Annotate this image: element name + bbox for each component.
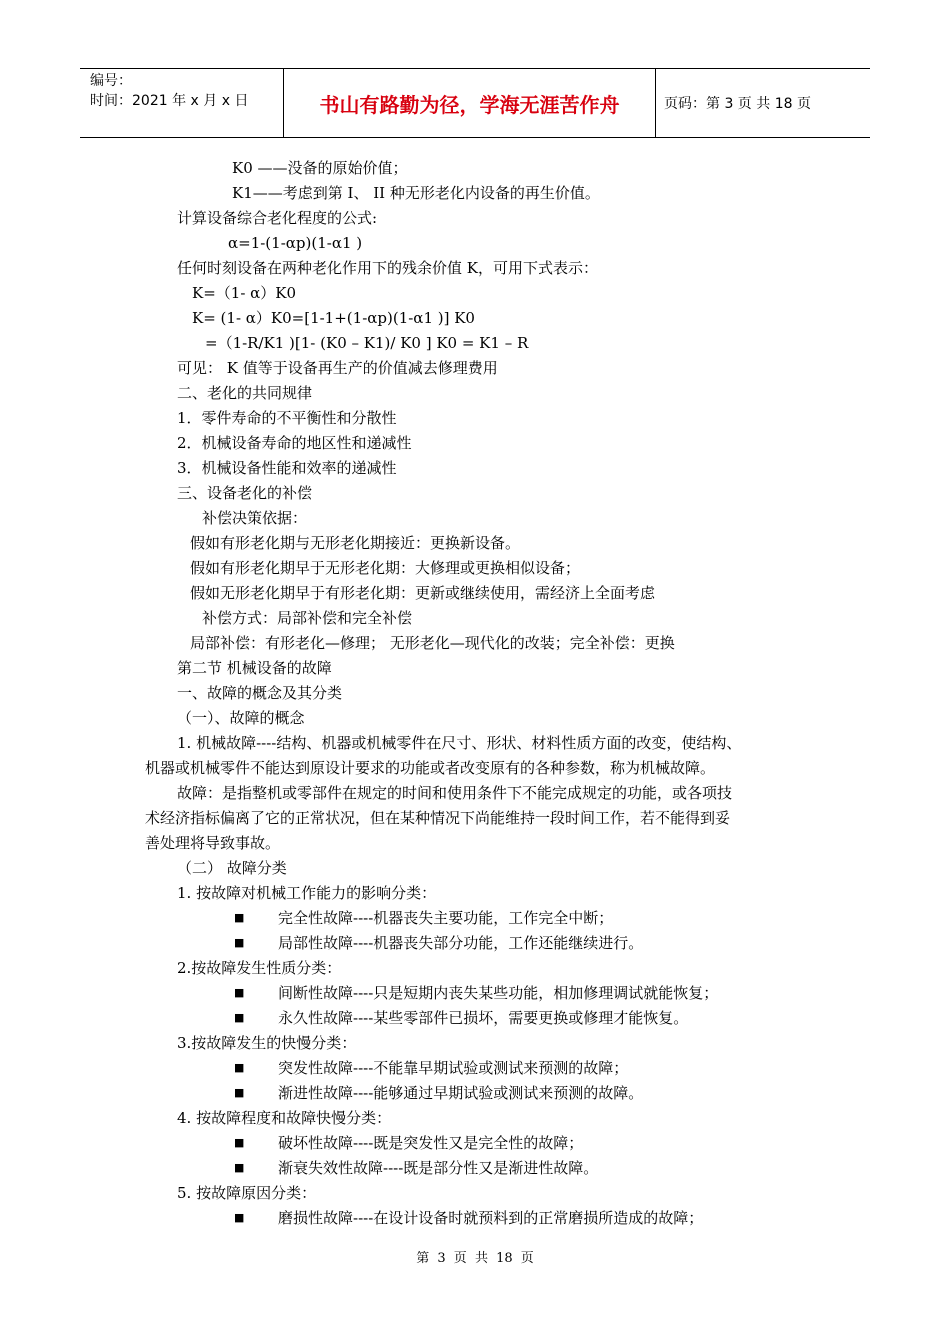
- bullet-square-icon: ■: [234, 1161, 245, 1174]
- paragraph-line: 术经济指标偏离了它的正常状况，但在某种情况下尚能维持一段时间工作，若不能得到妥: [145, 809, 731, 827]
- header-code-label: 编号：: [90, 73, 132, 89]
- footer-page-word: 页: [453, 1251, 467, 1266]
- bullet-square-icon: ■: [234, 1061, 245, 1074]
- paragraph-line: 1. 机械故障----结构、机器或机械零件在尺寸、形状、材料性质方面的改变，使结构、: [177, 734, 742, 752]
- bullet-square-icon: ■: [234, 1136, 245, 1149]
- subsection-heading: （二） 故障分类: [177, 859, 287, 877]
- page-footer: [0, 1250, 950, 1268]
- list-heading: 2.按故障发生性质分类：: [177, 959, 342, 977]
- footer-current-page: 3: [437, 1251, 446, 1266]
- bullet-item: 永久性故障----某些零部件已损坏，需要更换或修理才能恢复。: [278, 1009, 689, 1027]
- section-heading: 三、设备老化的补偿: [177, 484, 313, 502]
- list-item: 3．机械设备性能和效率的递减性: [177, 459, 397, 477]
- bullet-item: 间断性故障----只是短期内丧失某些功能，相加修理调试就能恢复；: [278, 984, 719, 1002]
- section-heading: 一、故障的概念及其分类: [177, 684, 343, 702]
- text-line: K1——考虑到第 I、 II 种无形老化内设备的再生价值。: [232, 184, 600, 202]
- bullet-square-icon: ■: [234, 1011, 245, 1024]
- list-heading: 4. 按故障程度和故障快慢分类：: [177, 1109, 392, 1127]
- bullet-square-icon: ■: [234, 936, 245, 949]
- text-line: 可见： K 值等于设备再生产的价值减去修理费用: [177, 359, 498, 377]
- text-line: 补偿决策依据：: [202, 509, 308, 527]
- bullet-item: 渐衰失效性故障----既是部分性又是渐进性故障。: [278, 1159, 599, 1177]
- bullet-square-icon: ■: [234, 1211, 245, 1224]
- header-page-label: 页码：第 3 页 共 18 页: [664, 96, 811, 112]
- text-line: 补偿方式：局部补偿和完全补偿: [202, 609, 413, 627]
- formula-line: α=1-(1-αp)(1-α1 ): [228, 234, 363, 252]
- page-header: [80, 68, 870, 138]
- list-item: 2．机械设备寿命的地区性和递减性: [177, 434, 412, 452]
- footer-total-pages: 18: [496, 1251, 513, 1266]
- bullet-square-icon: ■: [234, 911, 245, 924]
- section-heading: 二、老化的共同规律: [177, 384, 313, 402]
- bullet-item: 破坏性故障----既是突发性又是完全性的故障；: [278, 1134, 584, 1152]
- text-line: 任何时刻设备在两种老化作用下的残余价值 K，可用下式表示：: [177, 259, 598, 277]
- list-heading: 3.按故障发生的快慢分类：: [177, 1034, 357, 1052]
- text-line: 局部补偿：有形老化—修理； 无形老化—现代化的改装；完全补偿：更换: [190, 634, 675, 652]
- paragraph-line: 机器或机械零件不能达到原设计要求的功能或者改变原有的各种参数，称为机械故障。: [145, 759, 716, 777]
- subsection-heading: （一）、故障的概念: [177, 709, 305, 727]
- text-line: 计算设备综合老化程度的公式:: [177, 209, 378, 227]
- bullet-square-icon: ■: [234, 986, 245, 999]
- footer-page-word-2: 页: [520, 1251, 534, 1266]
- header-date-label: 时间：2021 年 x 月 x 日: [90, 93, 249, 109]
- bullet-item: 局部性故障----机器丧失部分功能，工作还能继续进行。: [278, 934, 644, 952]
- paragraph-line: 故障：是指整机或零部件在规定的时间和使用条件下不能完成规定的功能，或各项技: [177, 784, 733, 802]
- paragraph-line: 善处理将导致事故。: [145, 834, 281, 852]
- bullet-item: 磨损性故障----在设计设备时就预料到的正常磨损所造成的故障；: [278, 1209, 704, 1227]
- text-line: 假如有形老化期与无形老化期接近：更换新设备。: [190, 534, 521, 552]
- text-line: 假如无形老化期早于有形老化期：更新或继续使用，需经济上全面考虑: [190, 584, 656, 602]
- header-motto: 书山有路勤为径，学海无涯苦作舟: [283, 69, 656, 137]
- formula-line: =（1-R/K1 )[1- (K0 – K1)/ K0 ] K0 = K1 – R: [205, 334, 529, 352]
- bullet-item: 突发性故障----不能靠早期试验或测试来预测的故障；: [278, 1059, 629, 1077]
- text-line: K0 ——没备的原始价值；: [232, 159, 408, 177]
- bullet-square-icon: ■: [234, 1086, 245, 1099]
- formula-line: K=（1- α）K0: [192, 284, 297, 302]
- bullet-item: 完全性故障----机器丧失主要功能，工作完全中断；: [278, 909, 614, 927]
- list-heading: 1. 按故障对机械工作能力的影响分类：: [177, 884, 437, 902]
- list-heading: 5. 按故障原因分类：: [177, 1184, 317, 1202]
- list-item: 1．零件寿命的不平衡性和分散性: [177, 409, 397, 427]
- formula-line: K= (1- α）K0=[1-1+(1-αp)(1-α1 )] K0: [192, 309, 475, 327]
- text-line: 假如有形老化期早于无形老化期：大修理或更换相似设备；: [190, 559, 581, 577]
- header-meta: [80, 69, 283, 137]
- footer-total-prefix: 共: [474, 1251, 488, 1266]
- footer-prefix: 第: [416, 1251, 430, 1266]
- section-heading: 第二节 机械设备的故障: [177, 659, 332, 677]
- bullet-item: 渐进性故障----能够通过早期试验或测试来预测的故障。: [278, 1084, 644, 1102]
